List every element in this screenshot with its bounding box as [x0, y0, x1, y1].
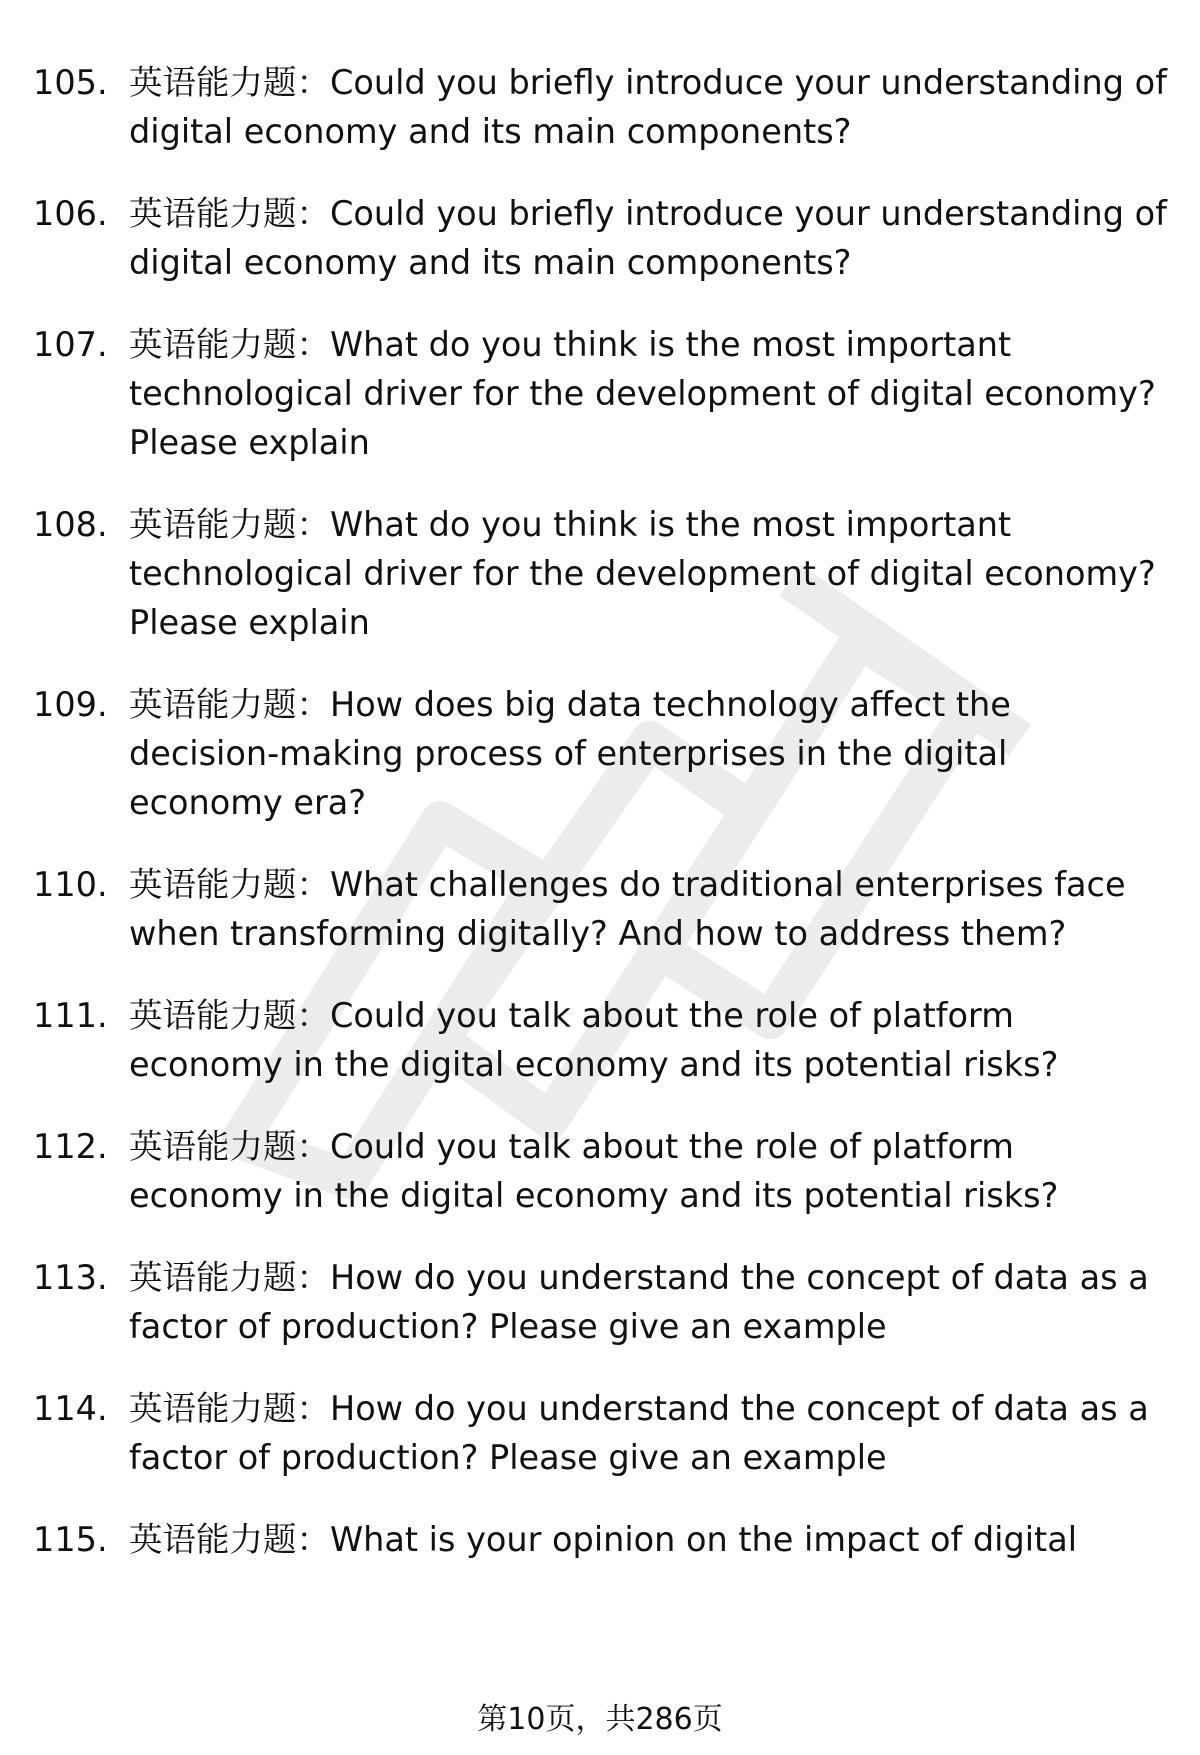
question-label: 英语能力题：	[129, 1520, 330, 1559]
question-number: 107.	[33, 325, 108, 364]
question-body	[129, 1122, 1173, 1220]
question-number: 114.	[33, 1389, 108, 1428]
question-body	[129, 680, 1173, 827]
question-item	[33, 58, 1173, 156]
question-item	[33, 860, 1173, 958]
question-body	[129, 860, 1173, 958]
question-label: 英语能力题：	[129, 505, 330, 544]
question-number: 110.	[33, 865, 108, 904]
question-item	[33, 680, 1173, 827]
question-body	[129, 1515, 1173, 1564]
question-text: Could you briefly introduce your understanding of digital economy and its main components?	[129, 63, 1167, 151]
question-number: 115.	[33, 1520, 108, 1559]
page-indicator: 第10页，共286页	[477, 1702, 723, 1737]
question-label: 英语能力题：	[129, 1258, 330, 1297]
question-text: Could you talk about the role of platform economy in the digital economy and its potential risks?	[129, 996, 1059, 1084]
question-number: 108.	[33, 505, 108, 544]
question-label: 英语能力题：	[129, 1389, 330, 1428]
question-item	[33, 1515, 1173, 1564]
question-number: 113.	[33, 1258, 108, 1297]
question-number: 111.	[33, 996, 108, 1035]
question-text: What do you think is the most important technological driver for the development of digital economy? Please explain	[129, 325, 1156, 462]
question-item	[33, 1384, 1173, 1482]
question-text: What do you think is the most important technological driver for the development of digital economy? Please explain	[129, 505, 1156, 642]
question-number: 112.	[33, 1127, 108, 1166]
question-body	[129, 320, 1173, 467]
question-label: 英语能力题：	[129, 685, 330, 724]
question-number: 106.	[33, 194, 108, 233]
question-text: Could you talk about the role of platform economy in the digital economy and its potential risks?	[129, 1127, 1059, 1215]
question-text: What challenges do traditional enterprises face when transforming digitally? And how to address them?	[129, 865, 1126, 953]
question-label: 英语能力题：	[129, 63, 330, 102]
question-text: How does big data technology affect the decision-making process of enterprises in the digital economy era?	[129, 685, 1011, 822]
question-list	[33, 58, 1173, 1597]
question-body	[129, 189, 1173, 287]
question-body	[129, 1384, 1173, 1482]
question-item	[33, 189, 1173, 287]
question-body	[129, 500, 1173, 647]
question-text: Could you briefly introduce your understanding of digital economy and its main components?	[129, 194, 1167, 282]
question-label: 英语能力题：	[129, 865, 330, 904]
question-body	[129, 991, 1173, 1089]
question-item	[33, 1253, 1173, 1351]
question-text: What is your opinion on the impact of digital	[330, 1520, 1078, 1559]
question-label: 英语能力题：	[129, 194, 330, 233]
question-text: How do you understand the concept of data as a factor of production? Please give an example	[129, 1389, 1149, 1477]
question-text: How do you understand the concept of data as a factor of production? Please give an example	[129, 1258, 1149, 1346]
question-number: 109.	[33, 685, 108, 724]
question-label: 英语能力题：	[129, 1127, 330, 1166]
question-item	[33, 991, 1173, 1089]
question-item	[33, 500, 1173, 647]
question-number: 105.	[33, 63, 108, 102]
question-item	[33, 320, 1173, 467]
question-body	[129, 58, 1173, 156]
question-label: 英语能力题：	[129, 996, 330, 1035]
question-label: 英语能力题：	[129, 325, 330, 364]
question-body	[129, 1253, 1173, 1351]
question-item	[33, 1122, 1173, 1220]
